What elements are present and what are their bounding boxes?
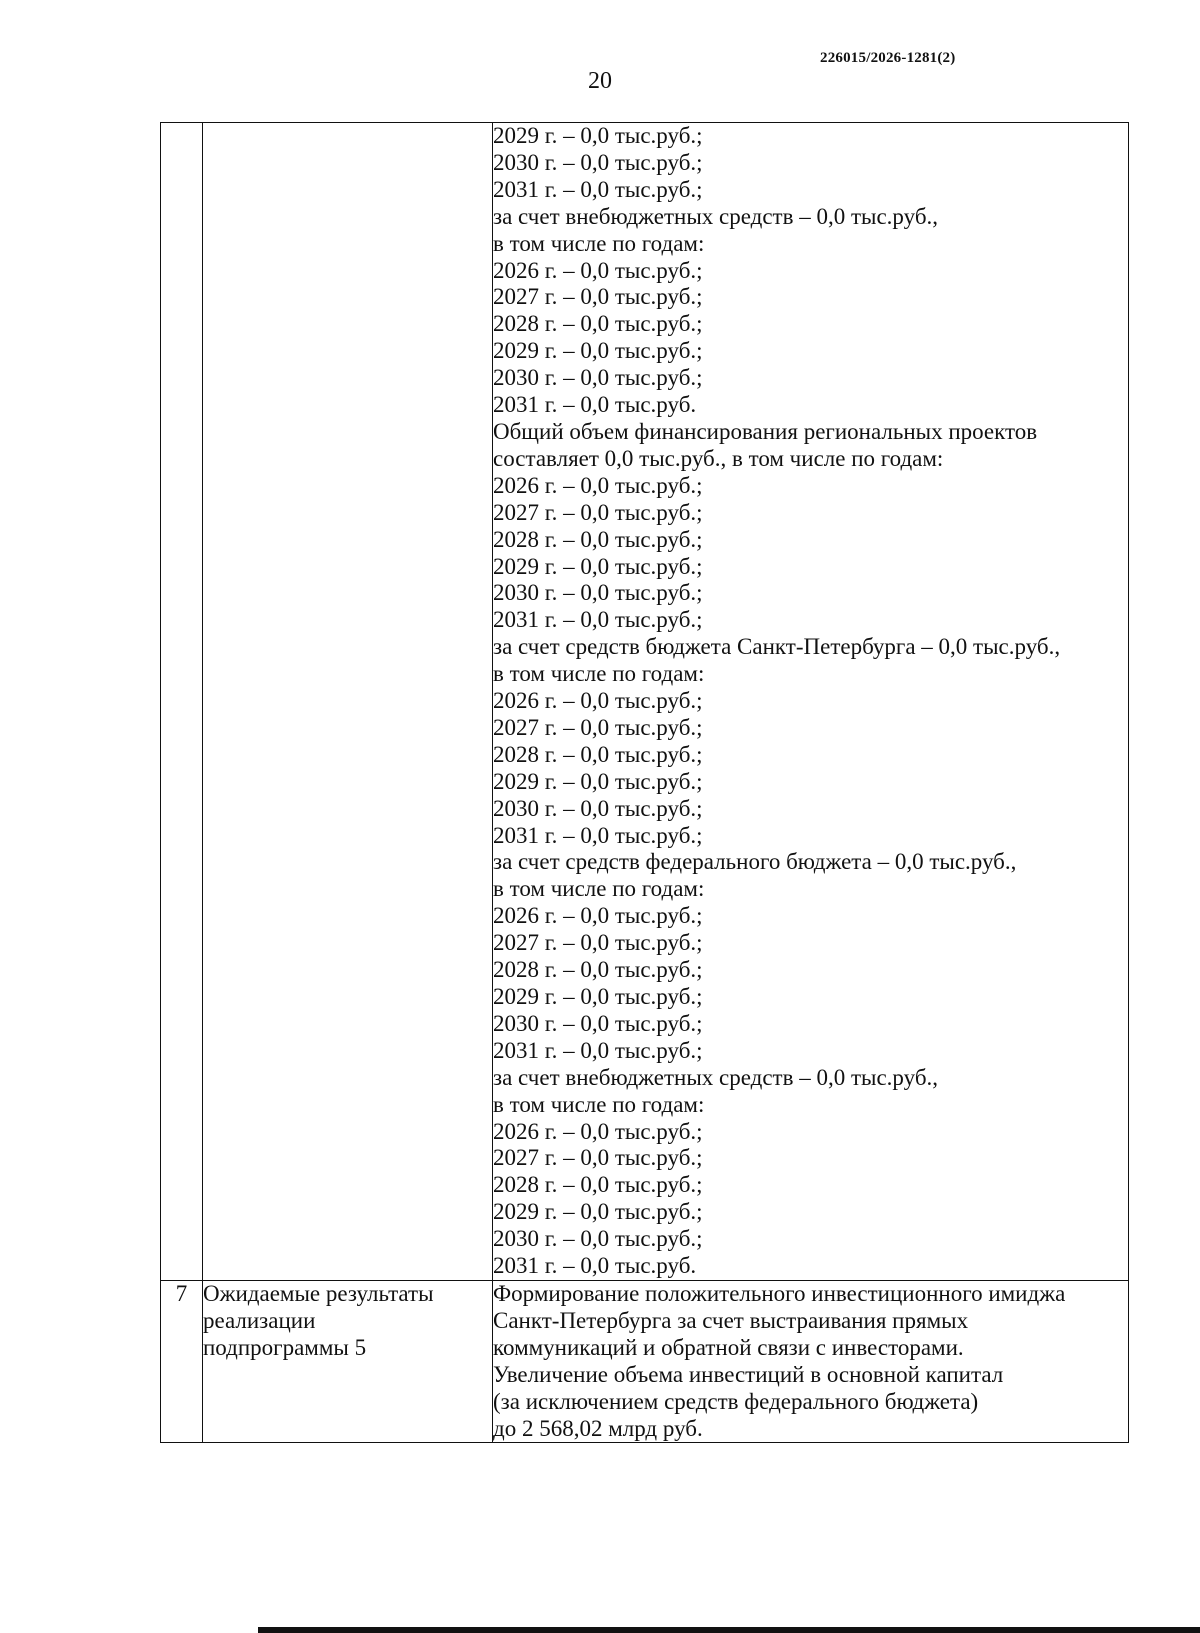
parameter-value-line: 2031 г. – 0,0 тыс.руб.; [493,822,703,848]
parameter-value-line: за счет внебюджетных средств – 0,0 тыс.руб., [493,203,939,229]
parameter-value-line: в том числе по годам: [493,661,705,687]
parameter-value-line: 2031 г. – 0,0 тыс.руб. [493,392,697,418]
parameter-value-line: 2028 г. – 0,0 тыс.руб.; [493,526,703,552]
parameter-value-line: 2026 г. – 0,0 тыс.руб.; [493,472,703,498]
parameter-value-line: 2029 г. – 0,0 тыс.руб.; [493,984,703,1009]
parameter-value-line: 2029 г. – 0,0 тыс.руб.; [493,768,703,794]
parameter-value-line: 2028 г. – 0,0 тыс.руб.; [493,957,703,983]
parameter-value-line: 2027 г. – 0,0 тыс.руб.; [493,930,703,956]
parameter-value-line: 2031 г. – 0,0 тыс.руб.; [493,607,703,633]
parameter-value-cell [493,123,1129,1281]
parameter-name-cell [203,1280,493,1442]
parameter-value-line: 2030 г. – 0,0 тыс.руб.; [493,795,703,821]
parameter-value-line: за счет средств бюджета Санкт-Петербурга – 0,0 тыс.руб., [493,634,1061,660]
parameter-value-line: коммуникаций и обратной связи с инвесторами. [493,1334,964,1360]
parameter-value-line: 2030 г. – 0,0 тыс.руб.; [493,580,703,606]
parameter-value-line: в том числе по годам: [493,876,705,902]
parameter-value-line: 2028 г. – 0,0 тыс.руб.; [493,741,703,767]
parameter-value-line: 2030 г. – 0,0 тыс.руб.; [493,1226,703,1252]
parameter-name-line: реализации [203,1307,316,1333]
parameter-value-line: Формирование положительного инвестиционного имиджа [493,1280,1066,1306]
table-row [161,123,1129,1281]
parameter-value-line: 2029 г. – 0,0 тыс.руб.; [493,123,703,148]
parameter-value-line: 2029 г. – 0,0 тыс.руб.; [493,553,703,579]
parameter-name-line: Ожидаемые результаты [203,1280,434,1306]
parameter-value-line: (за исключением средств федерального бюджета) [493,1388,979,1414]
parameter-value-line: 2026 г. – 0,0 тыс.руб.; [493,1118,703,1144]
parameter-value-line: 2026 г. – 0,0 тыс.руб.; [493,903,703,929]
parameter-value-line: 2027 г. – 0,0 тыс.руб.; [493,714,703,740]
parameter-value-line: Санкт-Петербурга за счет выстраивания прямых [493,1307,969,1333]
document-registration-number: 226015/2026-1281(2) [820,50,956,66]
parameter-value-line: 2030 г. – 0,0 тыс.руб.; [493,1010,703,1036]
table-row [161,1280,1129,1442]
parameter-value-line: 2029 г. – 0,0 тыс.руб.; [493,1199,703,1225]
parameter-value-line: 2029 г. – 0,0 тыс.руб.; [493,338,703,364]
parameter-value-line: 2031 г. – 0,0 тыс.руб. [493,1253,697,1279]
parameter-value-line: 2031 г. – 0,0 тыс.руб.; [493,1037,703,1063]
parameter-value-line: 2028 г. – 0,0 тыс.руб.; [493,311,703,337]
parameter-value-line: 2027 г. – 0,0 тыс.руб.; [493,1145,703,1171]
parameter-value-line: 2030 г. – 0,0 тыс.руб.; [493,365,703,391]
parameter-value-line: 2028 г. – 0,0 тыс.руб.; [493,1172,703,1198]
parameter-value-line: за счет средств федерального бюджета – 0,0 тыс.руб., [493,849,1017,875]
parameter-value-line: 2030 г. – 0,0 тыс.руб.; [493,149,703,175]
table-body [161,123,1129,1443]
parameter-value-line: Увеличение объема инвестиций в основной капитал [493,1361,1004,1387]
parameter-value-line: 2027 г. – 0,0 тыс.руб.; [493,284,703,310]
parameter-name-cell [203,123,493,1281]
parameter-value-line: 2027 г. – 0,0 тыс.руб.; [493,499,703,525]
parameter-value-cell [493,1280,1129,1442]
parameter-value-line: Общий объем финансирования региональных проектов [493,418,1038,444]
parameter-value-line: до 2 568,02 млрд руб. [493,1415,703,1441]
row-number-cell [161,123,203,1281]
parameter-value-line: в том числе по годам: [493,1091,705,1117]
parameter-value-line: в том числе по годам: [493,230,705,256]
parameter-value-line: 2026 г. – 0,0 тыс.руб.; [493,257,703,283]
parameter-value-line: составляет 0,0 тыс.руб., в том числе по годам: [493,445,944,471]
subprogram-passport-table [160,122,1129,1443]
parameter-value-line: 2031 г. – 0,0 тыс.руб.; [493,176,703,202]
row-number-cell: 7 [161,1280,203,1442]
parameter-value-line: 2026 г. – 0,0 тыс.руб.; [493,688,703,714]
parameter-value-line: за счет внебюджетных средств – 0,0 тыс.руб., [493,1064,939,1090]
parameter-name-line: подпрограммы 5 [203,1334,367,1360]
scan-bottom-edge [258,1627,1200,1633]
page-number: 20 [588,68,612,94]
